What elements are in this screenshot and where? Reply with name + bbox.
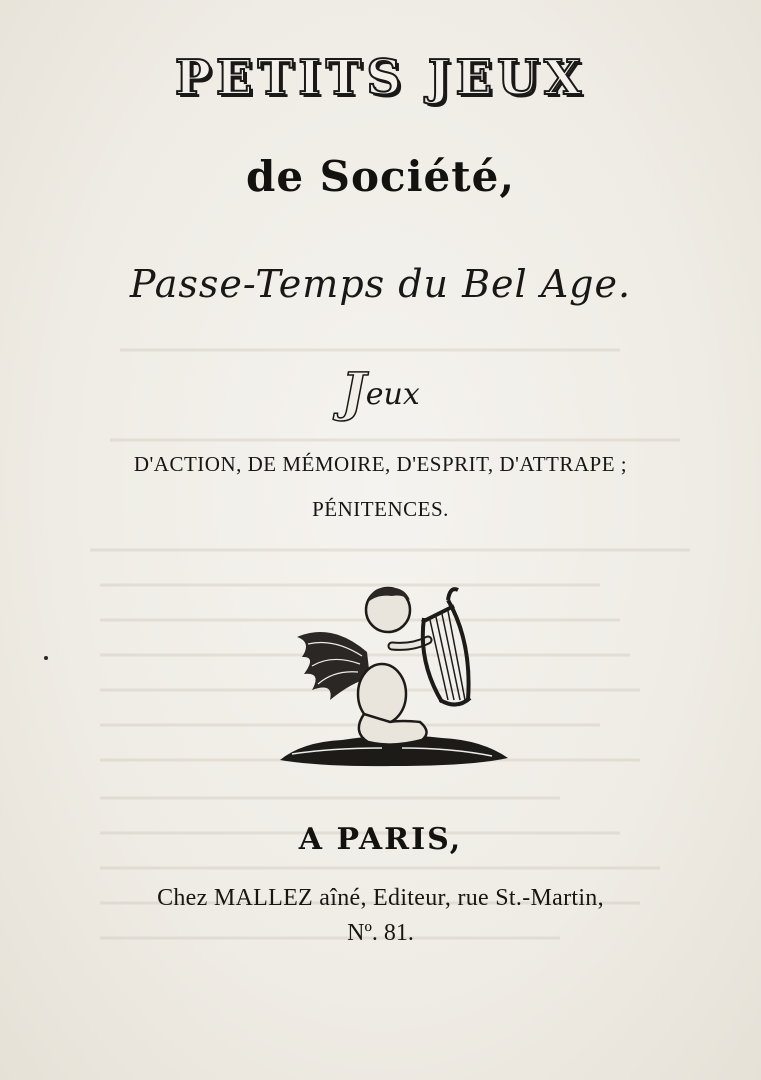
cherub-with-lyre-icon <box>272 582 517 772</box>
book-subtitle: de Société, <box>245 152 516 201</box>
penitences-line: PÉNITENCES. <box>312 497 449 521</box>
ink-speck <box>44 656 48 660</box>
ornamental-initial: J <box>341 362 366 423</box>
section-heading <box>0 362 761 423</box>
section-heading-rest: eux <box>365 377 420 412</box>
book-tagline: Passe-Temps du Bel Age. <box>129 262 632 306</box>
imprint-publisher: Chez MALLEZ aîné, Editeur, rue St.-Martin, <box>157 885 604 911</box>
game-categories: D'ACTION, DE MÉMOIRE, D'ESPRIT, D'ATTRAPE ; <box>133 452 628 476</box>
book-title: PETITS JEUX <box>174 50 587 106</box>
imprint-address: Nº. 81. <box>347 920 414 946</box>
imprint-city: A PARIS, <box>298 822 463 857</box>
